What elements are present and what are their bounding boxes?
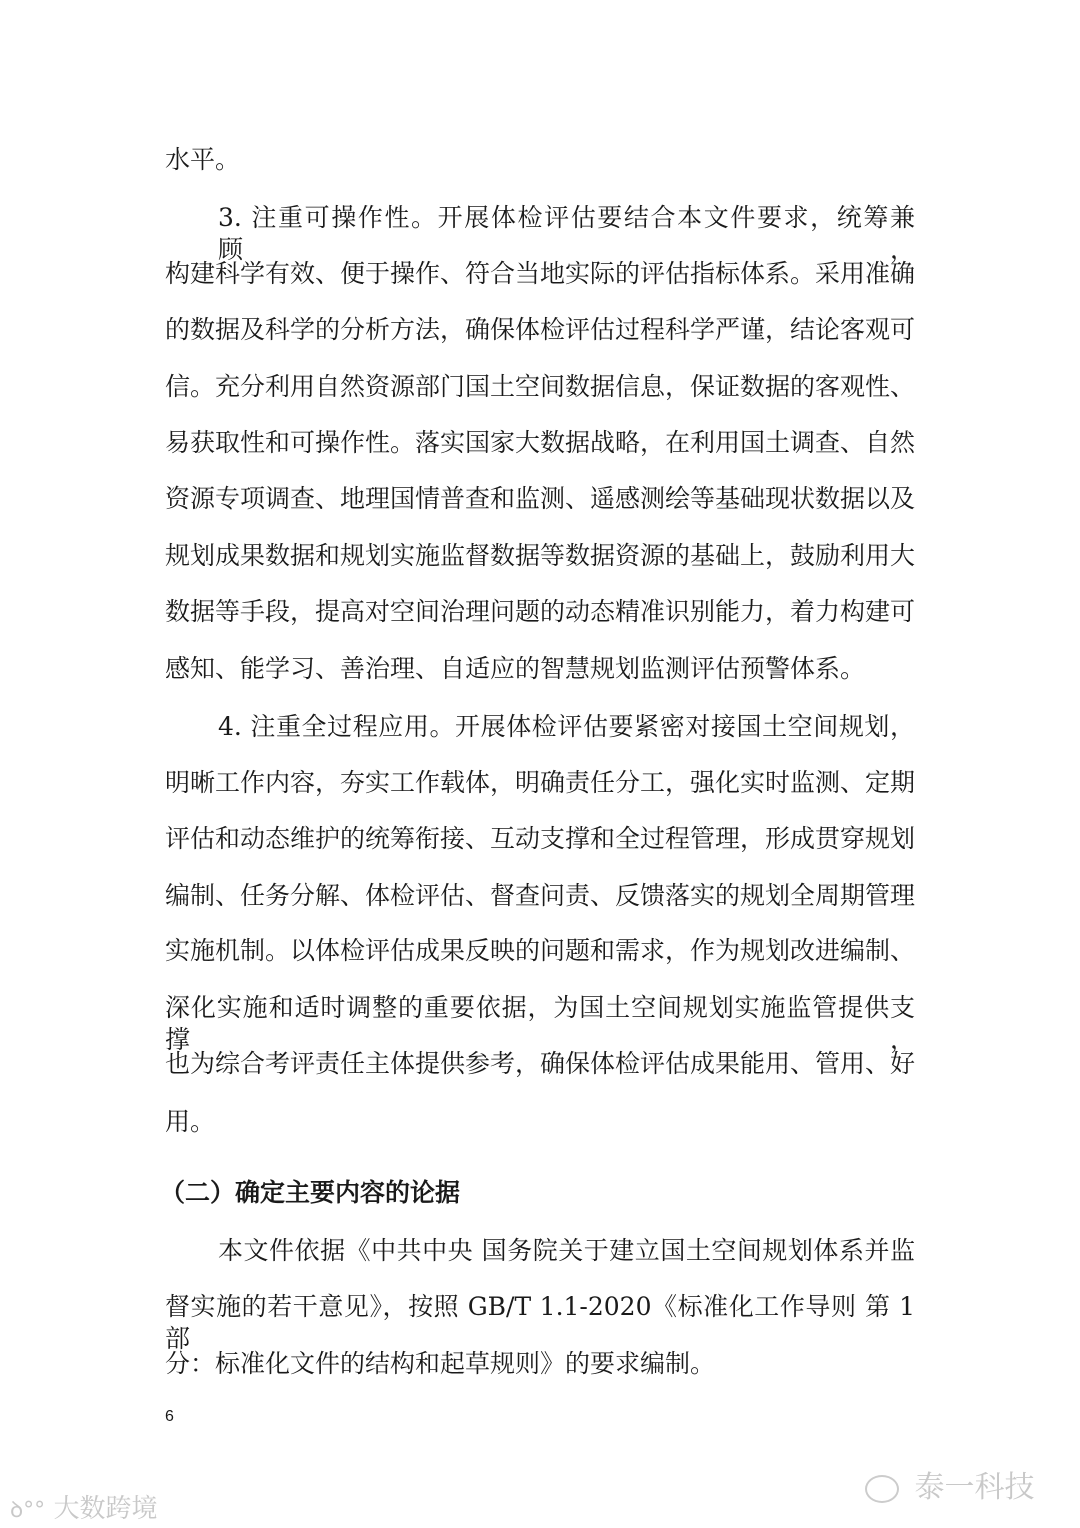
paragraph-line: 3. 注重可操作性。开展体检评估要结合本文件要求，统筹兼顾， (218, 203, 915, 264)
paragraph-line: 易获取性和可操作性。落实国家大数据战略，在利用国土调查、自然 (165, 428, 916, 457)
wechat-icon (865, 1475, 899, 1503)
paragraph-line: 明晰工作内容，夯实工作载体，明确责任分工，强化实时监测、定期 (165, 768, 916, 797)
logo-icon: ꝺ°° (10, 1498, 46, 1523)
paragraph-line: 用。 (165, 1107, 216, 1136)
paragraph-line: 的数据及科学的分析方法，确保体检评估过程科学严谨，结论客观可 (165, 315, 916, 344)
paragraph-line: 规划成果数据和规划实施监督数据等数据资源的基础上，鼓励利用大 (165, 541, 916, 570)
paragraph-line: 水平。 (165, 145, 241, 174)
paragraph-line: 也为综合考评责任主体提供参考，确保体检评估成果能用、管用、好 (165, 1049, 916, 1078)
paragraph-line: 分：标准化文件的结构和起草规则》的要求编制。 (165, 1349, 716, 1378)
section-heading: （二）确定主要内容的论据 (160, 1178, 461, 1207)
paragraph-line: 督实施的若干意见》，按照 GB/T 1.1-2020《标准化工作导则 第 1 部 (165, 1292, 915, 1353)
paragraph-line: 4. 注重全过程应用。开展体检评估要紧密对接国土空间规划， (218, 712, 915, 741)
paragraph-line: 实施机制。以体检评估成果反映的问题和需求，作为规划改进编制、 (165, 936, 916, 965)
watermark-right (865, 1462, 1035, 1506)
paragraph-line: 评估和动态维护的统筹衔接、互动支撑和全过程管理，形成贯穿规划 (165, 824, 916, 853)
paragraph-line: 本文件依据《中共中央 国务院关于建立国土空间规划体系并监 (218, 1236, 915, 1265)
paragraph-line: 构建科学有效、便于操作、符合当地实际的评估指标体系。采用准确 (165, 259, 916, 288)
watermark-left-text: 大数跨境 (53, 1494, 158, 1524)
paragraph-line: 编制、任务分解、体检评估、督查问责、反馈落实的规划全周期管理 (165, 881, 916, 910)
paragraph-line: 资源专项调查、地理国情普查和监测、遥感测绘等基础现状数据以及 (165, 484, 916, 513)
paragraph-line: 感知、能学习、善治理、自适应的智慧规划监测评估预警体系。 (165, 654, 866, 683)
watermark-left (10, 1488, 157, 1525)
page-number: 6 (165, 1408, 174, 1425)
paragraph-line: 信。充分利用自然资源部门国土空间数据信息，保证数据的客观性、 (165, 372, 916, 401)
paragraph-line: 数据等手段，提高对空间治理问题的动态精准识别能力，着力构建可 (165, 597, 916, 626)
watermark-right-text: 泰一科技 (914, 1470, 1035, 1505)
paragraph-line: 深化实施和适时调整的重要依据，为国土空间规划实施监管提供支撑， (165, 993, 915, 1054)
